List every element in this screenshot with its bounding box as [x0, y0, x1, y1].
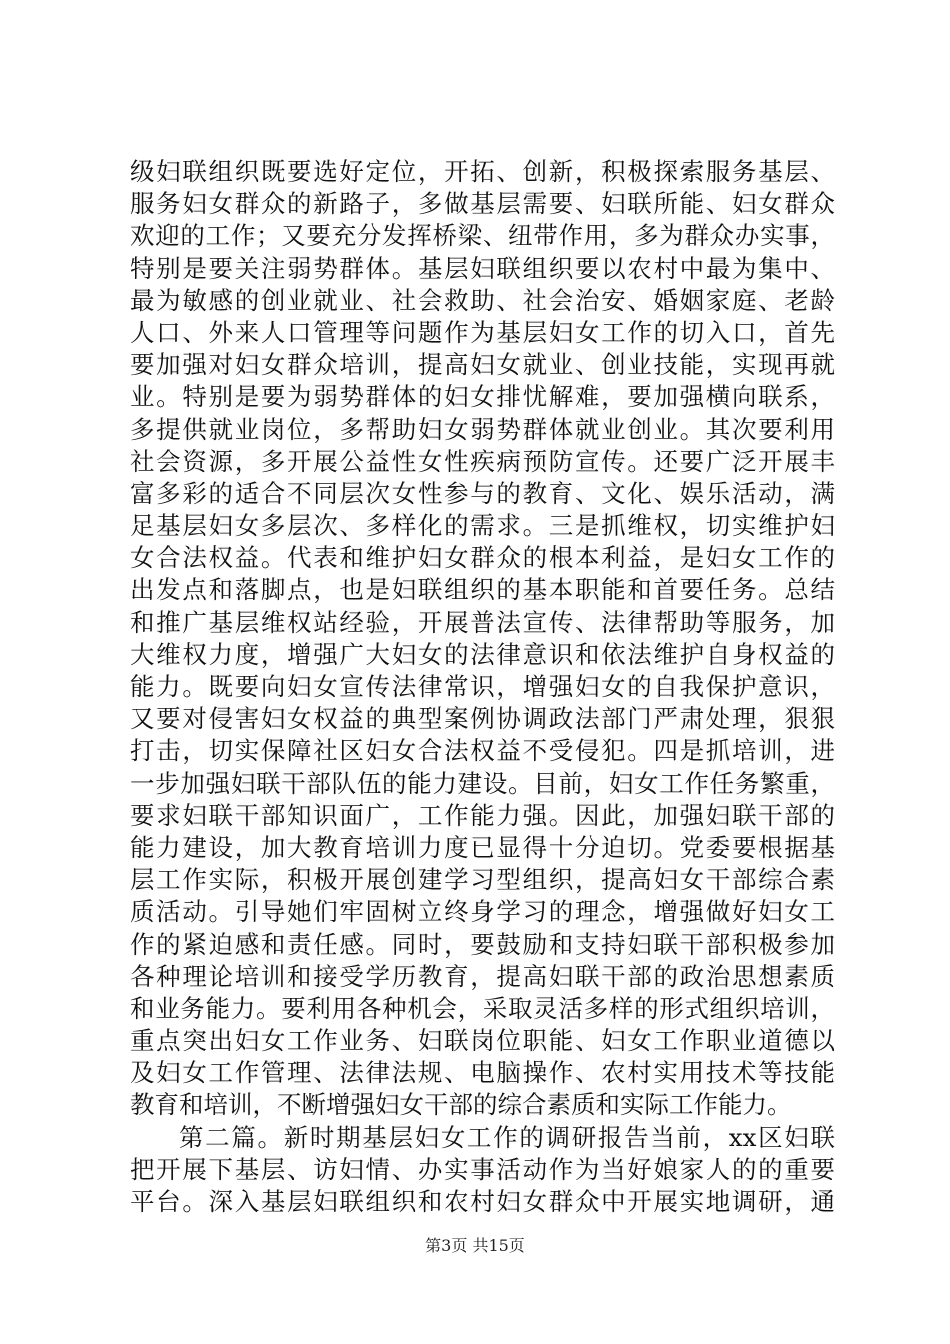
text-line: 业。特别是要为弱势群体的妇女排忧解难，要加强横向联系，	[130, 382, 835, 412]
text-line: 富多彩的适合不同层次女性参与的教育、文化、娱乐活动，满	[130, 478, 835, 508]
text-line: 第二篇。新时期基层妇女工作的调研报告当前，xx区妇联	[179, 1122, 835, 1152]
text-line: 作的紧迫感和责任感。同时，要鼓励和支持妇联干部积极参加	[130, 929, 835, 959]
text-line: 和业务能力。要利用各种机会，采取灵活多样的形式组织培训，	[130, 993, 835, 1023]
text-line: 和推广基层维权站经验，开展普法宣传、法律帮助等服务，加	[130, 607, 835, 637]
text-line: 服务妇女群众的新路子，多做基层需要、妇联所能、妇女群众	[130, 189, 835, 219]
text-line: 要加强对妇女群众培训，提高妇女就业、创业技能，实现再就	[130, 350, 835, 380]
text-line: 多提供就业岗位，多帮助妇女弱势群体就业创业。其次要利用	[130, 414, 835, 444]
text-line: 层工作实际，积极开展创建学习型组织，提高妇女干部综合素	[130, 865, 835, 895]
text-line: 各种理论培训和接受学历教育，提高妇联干部的政治思想素质	[130, 961, 835, 991]
text-line: 社会资源，多开展公益性女性疾病预防宣传。还要广泛开展丰	[130, 446, 835, 476]
text-line: 把开展下基层、访妇情、办实事活动作为当好娘家人的的重要	[130, 1154, 835, 1184]
text-line: 及妇女工作管理、法律法规、电脑操作、农村实用技术等技能	[130, 1058, 835, 1088]
text-line: 一步加强妇联干部队伍的能力建设。目前，妇女工作任务繁重，	[130, 768, 835, 798]
text-line: 女合法权益。代表和维护妇女群众的根本利益，是妇女工作的	[130, 543, 835, 573]
text-line: 平台。深入基层妇联组织和农村妇女群众中开展实地调研，通	[130, 1187, 835, 1216]
text-line: 能力。既要向妇女宣传法律常识，增强妇女的自我保护意识，	[130, 672, 835, 701]
text-line: 欢迎的工作；又要充分发挥桥梁、纽带作用，多为群众办实事，	[130, 221, 835, 251]
text-line: 足基层妇女多层次、多样化的需求。三是抓维权，切实维护妇	[130, 511, 835, 541]
text-line: 又要对侵害妇女权益的典型案例协调政法部门严肃处理，狠狠	[130, 704, 835, 734]
text-line: 要求妇联干部知识面广，工作能力强。因此，加强妇联干部的	[130, 800, 835, 830]
text-line: 质活动。引导她们牢固树立终身学习的理念，增强做好妇女工	[130, 897, 835, 927]
text-line: 打击，切实保障社区妇女合法权益不受侵犯。四是抓培训，进	[130, 736, 835, 766]
page-footer: 第3页 共15页	[425, 1236, 525, 1255]
text-line: 人口、外来人口管理等问题作为基层妇女工作的切入口，首先	[130, 317, 835, 347]
text-line: 出发点和落脚点，也是妇联组织的基本职能和首要任务。总结	[130, 575, 835, 605]
text-line: 最为敏感的创业就业、社会救助、社会治安、婚姻家庭、老龄	[130, 285, 835, 315]
text-line: 能力建设，加大教育培训力度已显得十分迫切。党委要根据基	[130, 832, 835, 862]
text-line: 级妇联组织既要选好定位，开拓、创新，积极探索服务基层、	[130, 157, 835, 186]
text-line: 教育和培训，不断增强妇女干部的综合素质和实际工作能力。	[130, 1090, 792, 1120]
text-line: 大维权力度，增强广大妇女的法律意识和依法维护自身权益的	[130, 639, 835, 669]
text-line: 重点突出妇女工作业务、妇联岗位职能、妇女工作职业道德以	[130, 1026, 835, 1056]
body-text	[130, 156, 835, 1218]
text-line: 特别是要关注弱势群体。基层妇联组织要以农村中最为集中、	[130, 253, 835, 283]
